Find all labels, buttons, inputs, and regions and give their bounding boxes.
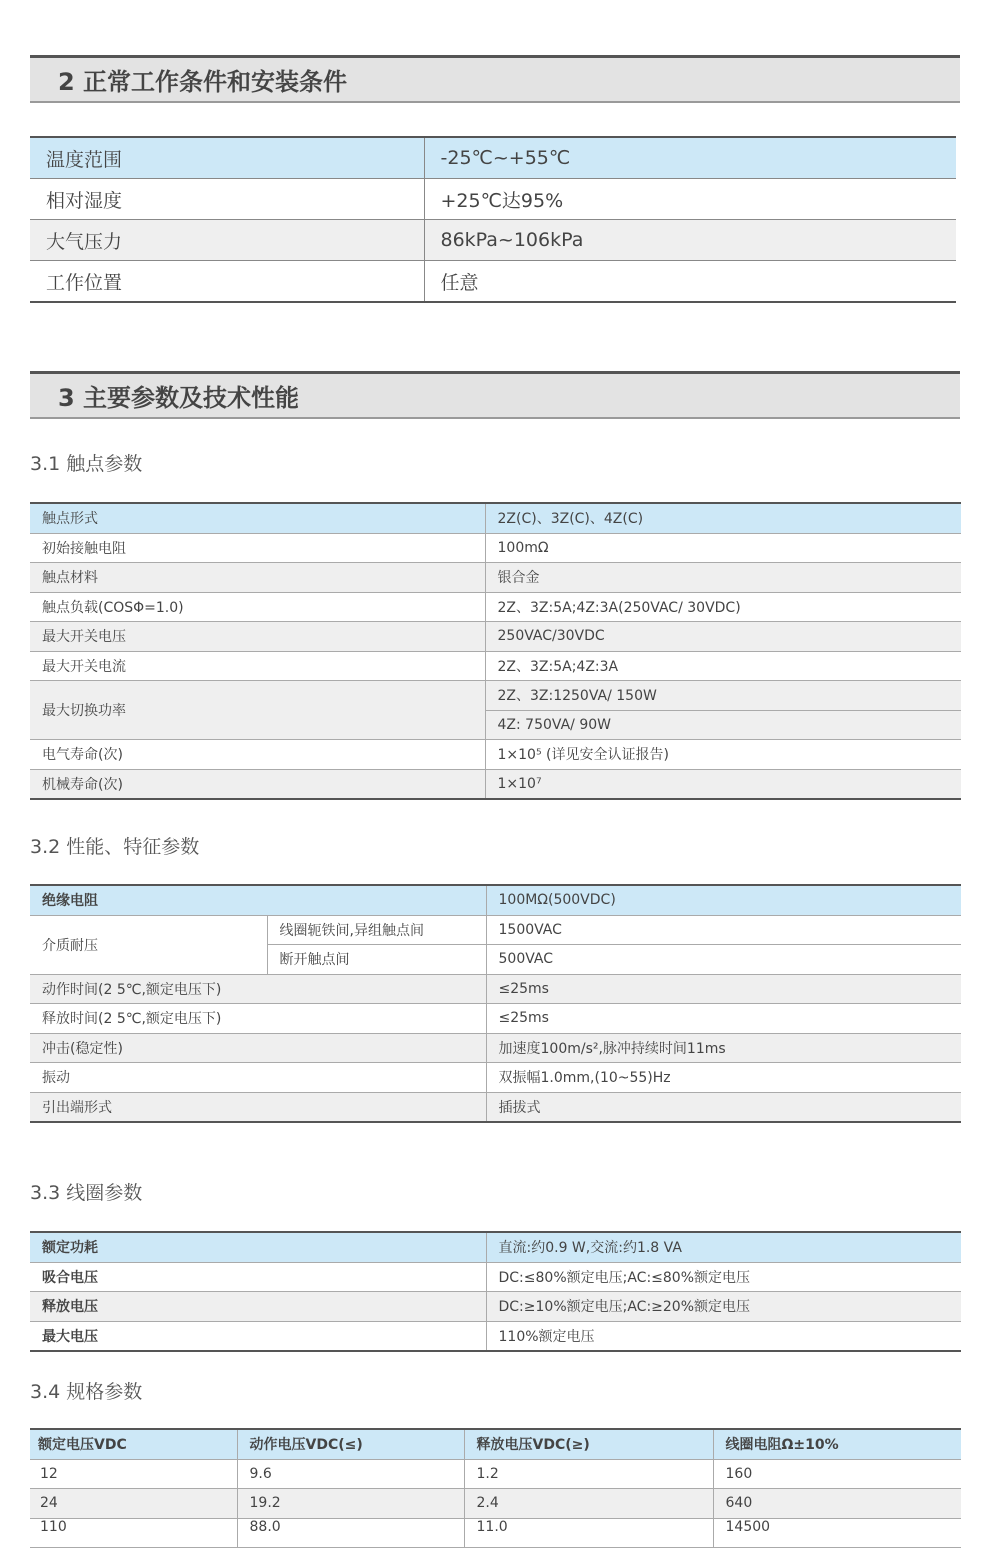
section-3-title: 3 主要参数及技术性能 xyxy=(58,384,300,412)
contact-params-table xyxy=(30,502,961,800)
row-value: 2Z、3Z:5A;4Z:3A(250VAC/ 30VDC) xyxy=(485,592,961,622)
row-value: 任意 xyxy=(440,271,479,294)
section-2-header xyxy=(30,55,960,103)
row-label: 最大开关电流 xyxy=(30,651,485,681)
row-value: 双振幅1.0mm,(10~55)Hz xyxy=(486,1063,961,1093)
table-row xyxy=(30,1063,961,1093)
row-label: 振动 xyxy=(30,1063,486,1093)
section-3-header xyxy=(30,371,960,419)
subsection-3-3-title: 3.3 线圈参数 xyxy=(30,1182,143,1204)
table-cell: 14500 xyxy=(713,1518,961,1548)
table-row xyxy=(30,1262,961,1292)
row-label: 温度范围 xyxy=(30,137,424,179)
table-row xyxy=(30,1232,961,1262)
spec-params-table xyxy=(30,1428,961,1548)
table-row xyxy=(30,1033,961,1063)
row-value: 2Z、3Z:5A;4Z:3A xyxy=(485,651,961,681)
table-row xyxy=(30,769,961,799)
table-cell: 110 xyxy=(30,1518,237,1548)
row-label: 大气压力 xyxy=(30,220,424,261)
subsection-3-4-title: 3.4 规格参数 xyxy=(30,1381,143,1403)
row-label: 机械寿命(次) xyxy=(30,769,485,799)
row-label: 释放时间(2 5℃,额定电压下) xyxy=(30,1004,486,1034)
row-value: 100mΩ xyxy=(485,533,961,563)
table-row xyxy=(30,740,961,770)
row-label: 电气寿命(次) xyxy=(30,740,485,770)
table-row xyxy=(30,1092,961,1122)
table-row xyxy=(30,1004,961,1034)
row-label: 初始接触电阻 xyxy=(30,533,485,563)
column-header: 释放电压VDC(≥) xyxy=(464,1429,713,1459)
row-value: DC:≤80%额定电压;AC:≤80%额定电压 xyxy=(486,1262,961,1292)
performance-params-table xyxy=(30,884,961,1123)
row-sublabel: 断开触点间 xyxy=(267,945,486,975)
table-row xyxy=(30,622,961,652)
table-cell: 2.4 xyxy=(464,1489,713,1519)
row-value: 插拔式 xyxy=(486,1092,961,1122)
row-label: 最大电压 xyxy=(42,1328,98,1345)
table-row xyxy=(30,681,961,711)
row-sublabel: 线圈轭铁间,异组触点间 xyxy=(267,915,486,945)
row-value: 银合金 xyxy=(485,563,961,593)
table-cell: 640 xyxy=(713,1489,961,1519)
row-value: 直流:约0.9 W,交流:约1.8 VA xyxy=(486,1232,961,1262)
table-row xyxy=(30,1489,961,1519)
row-value: ≤25ms xyxy=(486,1004,961,1034)
row-value: 100MΩ(500VDC) xyxy=(486,885,961,915)
row-value: 1×10⁷ xyxy=(485,769,961,799)
table-row xyxy=(30,1321,961,1351)
table-row xyxy=(30,885,961,915)
row-label: 介质耐压 xyxy=(30,915,267,974)
row-value: 1500VAC xyxy=(486,915,961,945)
column-header: 线圈电阻Ω±10% xyxy=(713,1429,961,1459)
column-header: 额定电压VDC xyxy=(30,1429,237,1459)
row-label: 动作时间(2 5℃,额定电压下) xyxy=(30,974,486,1004)
table-row xyxy=(30,1292,961,1322)
row-label: 额定功耗 xyxy=(30,1232,486,1262)
row-label: 冲击(稳定性) xyxy=(30,1033,486,1063)
table-cell: 88.0 xyxy=(237,1518,464,1548)
row-value: ≤25ms xyxy=(486,974,961,1004)
table-row xyxy=(30,915,961,945)
table-row xyxy=(30,137,956,179)
row-label: 相对湿度 xyxy=(30,179,424,220)
table-row xyxy=(30,651,961,681)
row-value: 86kPa~106kPa xyxy=(424,220,956,261)
row-value: 110%额定电压 xyxy=(486,1321,961,1351)
table-cell: 11.0 xyxy=(464,1518,713,1548)
table-row xyxy=(30,220,956,261)
table-row xyxy=(30,261,956,303)
row-label: 最大切换功率 xyxy=(30,681,485,740)
row-value: 250VAC/30VDC xyxy=(485,622,961,652)
row-value: 500VAC xyxy=(486,945,961,975)
coil-params-table xyxy=(30,1231,961,1352)
table-header-row xyxy=(30,1429,961,1459)
table-row xyxy=(30,179,956,220)
table-cell: 12 xyxy=(30,1459,237,1489)
row-value: 2Z、3Z:1250VA/ 150W xyxy=(485,681,961,711)
row-label: 触点材料 xyxy=(30,563,485,593)
table-row xyxy=(30,563,961,593)
table-row xyxy=(30,592,961,622)
table-cell: 24 xyxy=(30,1489,237,1519)
table-row xyxy=(30,533,961,563)
row-label: 释放电压 xyxy=(30,1292,486,1322)
row-value: 4Z: 750VA/ 90W xyxy=(485,710,961,740)
table-cell: 1.2 xyxy=(464,1459,713,1489)
row-value: 加速度100m/s²,脉冲持续时间11ms xyxy=(486,1033,961,1063)
subsection-3-2-title: 3.2 性能、特征参数 xyxy=(30,836,200,858)
row-value: 2Z(C)、3Z(C)、4Z(C) xyxy=(485,503,961,533)
table-row xyxy=(30,1459,961,1489)
conditions-table xyxy=(30,136,956,303)
row-value: +25℃达95% xyxy=(424,179,956,220)
row-label: 引出端形式 xyxy=(30,1092,486,1122)
row-label: 触点负载(COSΦ=1.0) xyxy=(30,592,485,622)
row-label: 工作位置 xyxy=(30,261,424,303)
table-row xyxy=(30,503,961,533)
subsection-3-1-title: 3.1 触点参数 xyxy=(30,453,143,475)
row-value: 1×10⁵ (详见安全认证报告) xyxy=(485,740,961,770)
section-2-title: 2 正常工作条件和安装条件 xyxy=(58,68,348,96)
table-cell: 19.2 xyxy=(237,1489,464,1519)
row-label: 绝缘电阻 xyxy=(30,885,486,915)
row-label: 触点形式 xyxy=(30,503,485,533)
row-value: -25℃~+55℃ xyxy=(424,137,956,179)
row-value: DC:≥10%额定电压;AC:≥20%额定电压 xyxy=(486,1292,961,1322)
table-cell: 9.6 xyxy=(237,1459,464,1489)
column-header: 动作电压VDC(≤) xyxy=(237,1429,464,1459)
table-row xyxy=(30,974,961,1004)
table-cell: 160 xyxy=(713,1459,961,1489)
row-label: 吸合电压 xyxy=(30,1262,486,1292)
row-label: 最大开关电压 xyxy=(30,622,485,652)
